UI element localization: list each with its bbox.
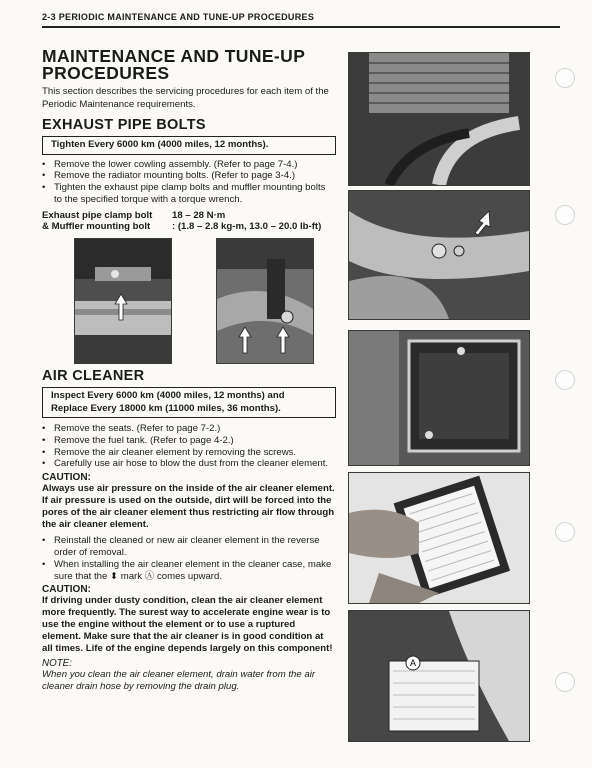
section-title-line2: PROCEDURES (42, 63, 170, 83)
air-cleaner-section (42, 368, 336, 693)
torque-value: 18 – 28 N·m (172, 209, 226, 221)
binder-hole (555, 68, 575, 88)
exhaust-heading: EXHAUST PIPE BOLTS (42, 117, 206, 133)
exhaust-clamp-photo (74, 238, 172, 364)
torque-spec (42, 210, 336, 232)
air-filter-element-photo (348, 472, 530, 604)
air-step: • Remove the seats. (Refer to page 7-2.) (42, 423, 336, 435)
exhaust-step: • Tighten the exhaust pipe clamp bolts and muffler mounting bolts to the specified torque with a torque wrench. (42, 182, 336, 206)
installed-filter-photo (348, 610, 530, 742)
intro-text: This section describes the servicing procedures for each item of the Periodic Maintenance requirements. (42, 86, 329, 110)
binder-hole (555, 370, 575, 390)
callout-a-label: A (409, 658, 417, 668)
air-steps (42, 423, 336, 470)
exhaust-pipe-photo (348, 190, 530, 320)
exhaust-step: • Remove the lower cowling assembly. (Refer to page 7-4.) (42, 159, 336, 171)
air-step: • When installing the air cleaner element in the cleaner case, make sure that the ⬍ mark Ⓐ comes upward. (42, 559, 336, 583)
exhaust-interval: Tighten Every 6000 km (4000 miles, 12 months). (51, 139, 269, 150)
header-rule (42, 26, 560, 28)
torque-label: & Muffler mounting bolt (42, 220, 151, 232)
caution-text: If driving under dusty condition, clean the air cleaner element more frequently. The surest way to accelerate engine wear is to use the engine without the element or to use a ruptured element. Make sure that the air cleaner is in good condition at all times. Life of the engine depends largely on this component! (42, 595, 333, 655)
air-heading: AIR CLEANER (42, 368, 145, 384)
section-title-line1: MAINTENANCE AND TUNE-UP (42, 46, 306, 66)
binder-hole (555, 205, 575, 225)
air-step: • Reinstall the cleaned or new air cleaner element in the reverse order of removal. (42, 535, 336, 559)
left-column (42, 36, 336, 232)
engine-photo (348, 52, 530, 186)
page-header: 2-3 PERIODIC MAINTENANCE AND TUNE-UP PROCEDURES (42, 12, 315, 22)
exhaust-step: • Remove the radiator mounting bolts. (Refer to page 3-4.) (42, 170, 336, 182)
air-interval-line: Replace Every 18000 km (11000 miles, 36 months). (51, 402, 281, 414)
air-step: • Carefully use air hose to blow the dust from the cleaner element. (42, 458, 336, 470)
exhaust-steps (42, 159, 336, 206)
binder-hole (555, 522, 575, 542)
section-title (42, 48, 336, 82)
air-step: • Remove the fuel tank. (Refer to page 4-2.) (42, 435, 336, 447)
air-cleaner-box-photo (348, 330, 530, 466)
exhaust-interval-box (42, 136, 336, 155)
torque-label: Exhaust pipe clamp bolt (42, 209, 153, 221)
caution-text: Always use air pressure on the inside of the air cleaner element. If air pressure is used on the outside, dirt will be forced into the pores of the air cleaner element thus restricting air flow through the air cleaner element. (42, 483, 335, 531)
air-step: • Remove the air cleaner element by removing the screws. (42, 447, 336, 459)
air-steps-reinstall (42, 535, 336, 582)
binder-hole (555, 672, 575, 692)
air-interval-box (42, 387, 336, 418)
note-label: NOTE: (42, 658, 72, 670)
caution-label: CAUTION: (42, 584, 91, 596)
note-text: When you clean the air cleaner element, drain water from the air cleaner drain hose by removing the drain plug. (42, 669, 316, 693)
caution-label: CAUTION: (42, 472, 91, 484)
air-interval-line: Inspect Every 6000 km (4000 miles, 12 months) and (51, 390, 285, 401)
muffler-bolt-photo (216, 238, 314, 364)
torque-value: : (1.8 – 2.8 kg-m, 13.0 – 20.0 lb-ft) (172, 220, 322, 232)
